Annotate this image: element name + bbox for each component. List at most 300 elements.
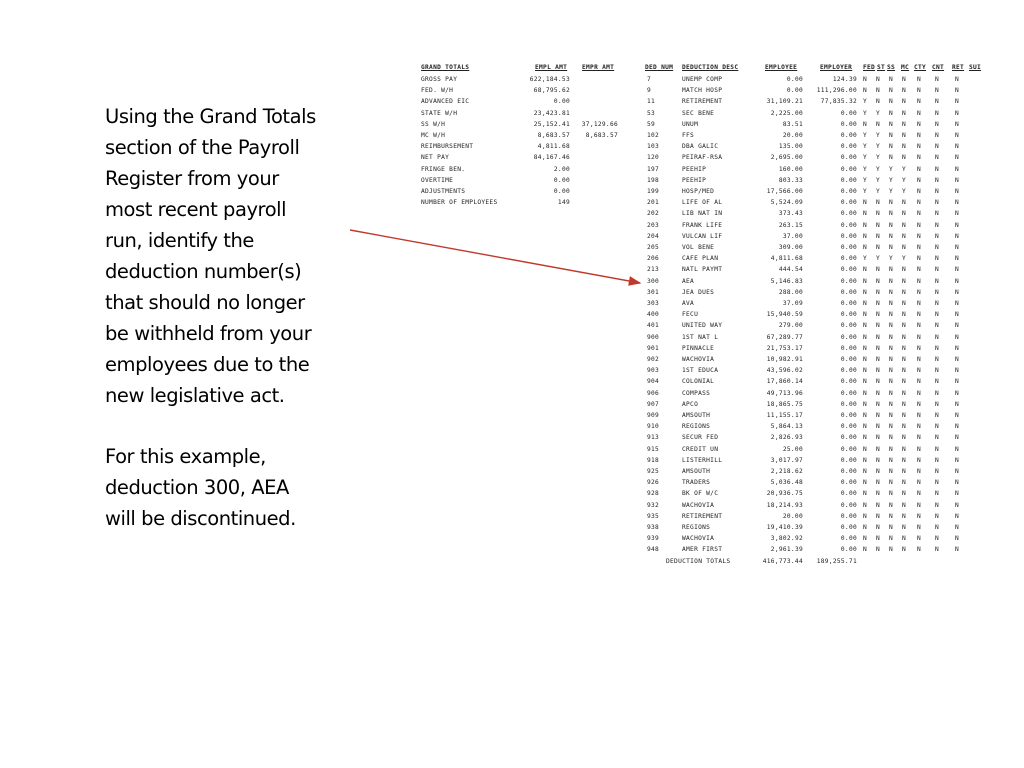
deduction-flag-st: N <box>876 490 881 498</box>
deduction-flag-mc: N <box>902 344 907 352</box>
deduction-flag-st: Y <box>876 143 881 151</box>
deduction-flag-fed: N <box>863 367 868 375</box>
deduction-flag-st: N <box>876 512 881 520</box>
deduction-flag-ss: N <box>889 221 894 229</box>
deduction-flag-st: N <box>876 546 881 554</box>
deduction-num: 925 <box>647 468 660 475</box>
deduction-flag-mc: Y <box>902 176 907 184</box>
deduction-flag-cty: N <box>917 389 922 397</box>
deduction-employer-amt: 0.00 <box>840 524 857 531</box>
grand-total-label: GROSS PAY <box>421 76 458 83</box>
deduction-flag-st: N <box>876 120 881 128</box>
deduction-flag-ss: N <box>889 490 894 498</box>
deduction-desc: DBA GALIC <box>682 143 719 151</box>
deduction-flag-cty: N <box>917 344 922 352</box>
deduction-flag-cnt: N <box>935 378 940 386</box>
deduction-flag-ret: N <box>955 120 960 128</box>
deduction-flag-cty: N <box>917 356 922 363</box>
deduction-flag-cnt: N <box>935 412 940 419</box>
deduction-flag-mc: N <box>902 288 907 296</box>
deduction-num: 301 <box>647 288 660 296</box>
deduction-header-desc: DEDUCTION DESC <box>682 64 739 71</box>
deduction-employee-amt: 135.00 <box>778 143 803 151</box>
deduction-flag-mc: N <box>902 221 907 229</box>
deduction-flag-ss: N <box>889 87 894 95</box>
deduction-employee-amt: 18,865.75 <box>766 400 803 408</box>
deduction-flag-fed: N <box>863 344 868 352</box>
deduction-flag-cnt: N <box>935 400 940 408</box>
payroll-register <box>420 60 980 570</box>
deduction-desc: RETIREMENT <box>682 98 723 106</box>
deduction-flag-ret: N <box>955 434 960 442</box>
deduction-flag-cnt: N <box>935 109 940 117</box>
deduction-flag-fed: N <box>863 468 868 475</box>
deduction-flag-st: N <box>876 232 881 240</box>
deduction-flag-ret: N <box>955 367 960 375</box>
deduction-employer-amt: 0.00 <box>840 300 857 307</box>
deduction-num: 198 <box>647 176 660 184</box>
instruction-line: deduction number(s) <box>105 260 302 283</box>
deduction-employee-amt: 15,940.59 <box>766 311 803 319</box>
deduction-flag-mc: N <box>902 490 907 498</box>
deduction-flag-mc: N <box>902 277 907 285</box>
deduction-employer-amt: 0.00 <box>840 423 857 431</box>
deduction-flag-fed: N <box>863 87 868 95</box>
deduction-employer-amt: 0.00 <box>840 367 857 375</box>
deduction-flag-ret: N <box>955 479 960 487</box>
deduction-employer-amt: 0.00 <box>840 188 857 195</box>
deduction-desc: PEEHIP <box>682 165 707 173</box>
deduction-desc: UNEMP COMP <box>682 76 723 83</box>
deduction-flag-st: N <box>876 277 881 285</box>
deduction-flag-cty: N <box>917 423 922 431</box>
deduction-flag-st: N <box>876 423 881 431</box>
deduction-employee-amt: 11,155.17 <box>766 412 803 419</box>
deduction-employee-amt: 43,596.02 <box>766 367 803 375</box>
grand-total-label: FED. W/H <box>421 87 454 95</box>
deduction-flag-cty: N <box>917 277 922 285</box>
deduction-flag-cnt: N <box>935 288 940 296</box>
deduction-desc: SEC BENE <box>682 109 715 117</box>
deduction-num: 204 <box>647 232 660 240</box>
deduction-num: 902 <box>647 356 660 363</box>
deduction-flag-fed: N <box>863 546 868 554</box>
deduction-flag-cnt: N <box>935 300 940 307</box>
deduction-desc: 1ST EDUCA <box>682 367 719 375</box>
deduction-flag-ret: N <box>955 501 960 509</box>
deduction-employer-amt: 0.00 <box>840 255 857 263</box>
deduction-num: 935 <box>647 512 660 520</box>
deduction-flag-mc: Y <box>902 188 907 195</box>
deduction-flag-ret: N <box>955 244 960 251</box>
deduction-employee-amt: 373.43 <box>778 210 803 218</box>
grand-total-empl: 23,423.81 <box>533 109 570 117</box>
deduction-flag-mc: N <box>902 76 907 83</box>
deduction-flag-st: N <box>876 479 881 487</box>
deduction-num: 300 <box>647 277 660 285</box>
deduction-employer-amt: 0.00 <box>840 434 857 442</box>
deduction-flag-st: N <box>876 468 881 475</box>
deduction-flag-cnt: N <box>935 98 940 106</box>
deduction-flag-mc: N <box>902 87 907 95</box>
deduction-desc: UNITED WAY <box>682 322 723 330</box>
deduction-flag-ss: N <box>889 322 894 330</box>
deduction-employer-amt: 0.00 <box>840 344 857 352</box>
deduction-desc: LIB NAT IN <box>682 210 723 218</box>
deduction-num: 7 <box>647 76 652 83</box>
deduction-num: 939 <box>647 535 660 543</box>
deduction-flag-mc: N <box>902 468 907 475</box>
deduction-flag-cnt: N <box>935 423 940 431</box>
deduction-flag-cty: N <box>917 176 922 184</box>
deduction-desc: AMSOUTH <box>682 468 711 475</box>
deduction-flag-st: Y <box>876 176 881 184</box>
deduction-num: 202 <box>647 210 660 218</box>
deduction-flag-st: N <box>876 356 881 363</box>
deduction-flag-st: N <box>876 445 881 453</box>
deduction-employee-amt: 4,811.68 <box>770 255 803 263</box>
deduction-num: 915 <box>647 445 660 453</box>
grand-total-empl: 4,811.68 <box>537 143 570 151</box>
deduction-num: 910 <box>647 423 660 431</box>
deduction-employee-amt: 10,982.91 <box>766 356 803 363</box>
deduction-num: 201 <box>647 199 660 207</box>
deduction-flag-cty: N <box>917 512 922 520</box>
deduction-flag-cty: N <box>917 501 922 509</box>
deduction-flag-cnt: N <box>935 210 940 218</box>
deduction-desc: FRANK LIFE <box>682 221 723 229</box>
deduction-flag-mc: N <box>902 356 907 363</box>
deduction-num: 900 <box>647 333 660 341</box>
deduction-flag-fed: Y <box>863 176 868 184</box>
deduction-flag-mc: N <box>902 400 907 408</box>
deduction-num: 948 <box>647 546 660 554</box>
deduction-header-fed: FED <box>863 64 876 71</box>
deduction-flag-fed: N <box>863 120 868 128</box>
deduction-num: 9 <box>647 87 652 95</box>
deduction-employee-amt: 2,826.93 <box>770 434 803 442</box>
deduction-num: 932 <box>647 501 660 509</box>
deduction-flag-mc: N <box>902 232 907 240</box>
deduction-flag-st: N <box>876 98 881 106</box>
deduction-flag-st: N <box>876 535 881 543</box>
deduction-flag-cnt: N <box>935 176 940 184</box>
deduction-employer-amt: 0.00 <box>840 490 857 498</box>
deduction-desc: REGIONS <box>682 423 711 431</box>
deduction-desc: PINNACLE <box>682 344 715 352</box>
deduction-flag-mc: N <box>902 199 907 207</box>
deduction-employer-amt: 0.00 <box>840 266 857 274</box>
deduction-flag-ret: N <box>955 389 960 397</box>
deduction-flag-mc: N <box>902 132 907 139</box>
deduction-desc: FFS <box>682 132 695 139</box>
deduction-flag-st: N <box>876 244 881 251</box>
instruction-line: deduction 300, AEA <box>105 476 289 499</box>
deduction-flag-cty: N <box>917 232 922 240</box>
deduction-num: 913 <box>647 434 660 442</box>
deduction-employee-amt: 31,109.21 <box>766 98 803 106</box>
deduction-employee-amt: 5,524.09 <box>770 199 803 207</box>
deduction-header-mc: MC <box>901 64 910 71</box>
deduction-flag-fed: Y <box>863 109 868 117</box>
deduction-num: 904 <box>647 378 660 386</box>
deduction-flag-st: N <box>876 524 881 531</box>
deduction-flag-cnt: N <box>935 479 940 487</box>
deduction-flag-ret: N <box>955 277 960 285</box>
deduction-flag-ss: Y <box>889 176 894 184</box>
deduction-desc: FECU <box>682 311 699 319</box>
deduction-flag-mc: N <box>902 300 907 307</box>
deduction-flag-ret: N <box>955 98 960 106</box>
deduction-flag-ret: N <box>955 76 960 83</box>
deduction-employer-amt: 0.00 <box>840 143 857 151</box>
deduction-flag-fed: N <box>863 300 868 307</box>
deduction-employee-amt: 18,214.93 <box>766 501 803 509</box>
deduction-flag-ret: N <box>955 412 960 419</box>
deduction-flag-st: N <box>876 456 881 464</box>
deduction-desc: COMPASS <box>682 389 711 397</box>
grand-total-empl: 149 <box>557 199 570 207</box>
instruction-line: that should no longer <box>105 291 305 314</box>
deduction-flag-ss: N <box>889 132 894 139</box>
deduction-flag-fed: Y <box>863 143 868 151</box>
deduction-flag-mc: N <box>902 546 907 554</box>
deduction-desc: VULCAN LIF <box>682 232 723 240</box>
deduction-flag-fed: N <box>863 266 868 274</box>
deduction-flag-cty: N <box>917 188 922 195</box>
deduction-flag-ss: Y <box>889 255 894 263</box>
deduction-employee-amt: 160.00 <box>778 165 803 173</box>
deduction-flag-mc: N <box>902 479 907 487</box>
instruction-line: Using the Grand Totals <box>105 105 316 128</box>
deduction-num: 906 <box>647 389 660 397</box>
deduction-employer-amt: 0.00 <box>840 412 857 419</box>
deduction-header-cty: CTY <box>914 64 927 71</box>
deduction-flag-cty: N <box>917 266 922 274</box>
deduction-flag-ss: N <box>889 479 894 487</box>
deduction-header-ss: SS <box>887 64 896 71</box>
deduction-desc: WACHOVIA <box>682 535 715 543</box>
deduction-flag-cnt: N <box>935 255 940 263</box>
deduction-flag-ss: N <box>889 76 894 83</box>
deduction-flag-ret: N <box>955 210 960 218</box>
deduction-flag-cty: N <box>917 412 922 419</box>
deduction-employer-amt: 0.00 <box>840 322 857 330</box>
deduction-num: 213 <box>647 266 660 274</box>
deduction-employer-amt: 0.00 <box>840 132 857 139</box>
deduction-flag-cty: N <box>917 255 922 263</box>
grand-totals-header: GRAND TOTALS <box>421 64 470 71</box>
deduction-flag-mc: Y <box>902 165 907 173</box>
deduction-flag-mc: N <box>902 244 907 251</box>
deduction-flag-cnt: N <box>935 132 940 139</box>
instruction-line: most recent payroll <box>105 198 287 221</box>
deduction-flag-ss: N <box>889 288 894 296</box>
deduction-flag-ret: N <box>955 176 960 184</box>
deduction-flag-cty: N <box>917 524 922 531</box>
deduction-flag-fed: N <box>863 333 868 341</box>
deduction-flag-cnt: N <box>935 524 940 531</box>
deduction-flag-fed: Y <box>863 188 868 195</box>
deduction-flag-cnt: N <box>935 367 940 375</box>
deduction-employer-amt: 111,296.00 <box>816 87 857 95</box>
grand-total-label: STATE W/H <box>421 109 458 117</box>
deduction-flag-fed: N <box>863 512 868 520</box>
deduction-flag-st: N <box>876 333 881 341</box>
deduction-flag-fed: Y <box>863 165 868 173</box>
deduction-desc: CAFE PLAN <box>682 255 719 263</box>
deduction-flag-cnt: N <box>935 244 940 251</box>
grand-total-label: SS W/H <box>421 120 446 128</box>
deduction-num: 909 <box>647 412 660 419</box>
deduction-flag-mc: N <box>902 109 907 117</box>
deduction-flag-cty: N <box>917 132 922 139</box>
deduction-employee-amt: 803.33 <box>778 176 803 184</box>
deduction-employer-amt: 0.00 <box>840 400 857 408</box>
deduction-desc: PEEHIP <box>682 176 707 184</box>
deduction-employer-amt: 0.00 <box>840 165 857 173</box>
deduction-flag-mc: N <box>902 434 907 442</box>
deduction-desc: TRADERS <box>682 479 711 487</box>
deduction-flag-cty: N <box>917 333 922 341</box>
deduction-flag-cty: N <box>917 300 922 307</box>
deduction-flag-cnt: N <box>935 199 940 207</box>
deduction-flag-ss: Y <box>889 188 894 195</box>
deduction-employee-amt: 49,713.96 <box>766 389 803 397</box>
deduction-flag-ret: N <box>955 87 960 95</box>
deduction-desc: MATCH HOSP <box>682 87 723 95</box>
deduction-num: 303 <box>647 300 660 307</box>
deduction-flag-st: N <box>876 400 881 408</box>
deduction-flag-ret: N <box>955 300 960 307</box>
deduction-flag-st: N <box>876 311 881 319</box>
deduction-flag-cnt: N <box>935 221 940 229</box>
deduction-employee-amt: 5,146.83 <box>770 277 803 285</box>
deduction-flag-cnt: N <box>935 535 940 543</box>
deduction-flag-fed: N <box>863 389 868 397</box>
deduction-flag-mc: N <box>902 456 907 464</box>
deduction-flag-cnt: N <box>935 333 940 341</box>
deduction-desc: AVA <box>682 300 695 307</box>
deduction-flag-cnt: N <box>935 389 940 397</box>
deduction-flag-fed: N <box>863 199 868 207</box>
deduction-flag-ss: N <box>889 423 894 431</box>
deduction-flag-ss: N <box>889 412 894 419</box>
deduction-flag-ret: N <box>955 154 960 162</box>
deduction-flag-mc: N <box>902 154 907 162</box>
deduction-flag-cty: N <box>917 456 922 464</box>
deduction-flag-ret: N <box>955 535 960 543</box>
deduction-flag-fed: N <box>863 490 868 498</box>
deduction-flag-cty: N <box>917 434 922 442</box>
deduction-flag-cty: N <box>917 468 922 475</box>
deduction-flag-cty: N <box>917 109 922 117</box>
deduction-flag-mc: N <box>902 266 907 274</box>
deduction-flag-cnt: N <box>935 188 940 195</box>
deduction-num: 53 <box>647 109 656 117</box>
grand-total-label: ADVANCED EIC <box>421 98 470 106</box>
deduction-flag-mc: N <box>902 311 907 319</box>
deduction-flag-cty: N <box>917 322 922 330</box>
deduction-header-ret: RET <box>952 64 965 71</box>
deduction-employer-amt: 0.00 <box>840 501 857 509</box>
deduction-desc: APCO <box>682 400 699 408</box>
deduction-flag-ret: N <box>955 512 960 520</box>
deduction-flag-cty: N <box>917 199 922 207</box>
deduction-flag-st: N <box>876 389 881 397</box>
deduction-flag-st: N <box>876 76 881 83</box>
deduction-flag-fed: N <box>863 311 868 319</box>
deduction-flag-ss: N <box>889 98 894 106</box>
deduction-flag-ret: N <box>955 311 960 319</box>
deduction-flag-cnt: N <box>935 277 940 285</box>
deduction-flag-cnt: N <box>935 490 940 498</box>
deduction-flag-ss: N <box>889 311 894 319</box>
deduction-employee-amt: 83.51 <box>782 120 803 128</box>
deduction-totals-employer: 189,255.71 <box>816 557 857 565</box>
deduction-flag-st: N <box>876 344 881 352</box>
deduction-flag-st: N <box>876 300 881 307</box>
deduction-flag-cnt: N <box>935 87 940 95</box>
deduction-flag-ss: N <box>889 300 894 307</box>
deduction-employer-amt: 0.00 <box>840 512 857 520</box>
instruction-line: new legislative act. <box>105 384 285 407</box>
deduction-num: 401 <box>647 322 660 330</box>
deduction-employee-amt: 20.00 <box>782 132 803 139</box>
grand-total-label: NET PAY <box>421 154 450 162</box>
deduction-flag-ss: N <box>889 199 894 207</box>
deduction-flag-ss: N <box>889 120 894 128</box>
deduction-num: 903 <box>647 367 660 375</box>
deduction-flag-st: N <box>876 199 881 207</box>
deduction-desc: NATL PAYMT <box>682 266 723 274</box>
deduction-flag-st: Y <box>876 255 881 263</box>
deduction-flag-fed: N <box>863 210 868 218</box>
deduction-flag-cnt: N <box>935 434 940 442</box>
deduction-flag-fed: Y <box>863 154 868 162</box>
deduction-employee-amt: 0.00 <box>786 87 803 95</box>
deduction-flag-st: Y <box>876 109 881 117</box>
deduction-flag-ret: N <box>955 356 960 363</box>
instruction-line: run, identify the <box>105 229 254 252</box>
grand-total-empl: 0.00 <box>553 176 570 184</box>
deduction-flag-cnt: N <box>935 311 940 319</box>
deduction-desc: CREDIT UN <box>682 445 719 453</box>
deduction-flag-fed: N <box>863 232 868 240</box>
deduction-flag-cty: N <box>917 479 922 487</box>
deduction-flag-fed: N <box>863 524 868 531</box>
deduction-employer-amt: 0.00 <box>840 176 857 184</box>
deduction-flag-st: Y <box>876 132 881 139</box>
deduction-employee-amt: 0.00 <box>786 76 803 83</box>
deduction-flag-mc: N <box>902 120 907 128</box>
deduction-flag-cty: N <box>917 244 922 251</box>
deduction-employee-amt: 279.00 <box>778 322 803 330</box>
deduction-employee-amt: 263.15 <box>778 221 803 229</box>
grand-total-empr: 37,129.66 <box>581 120 618 128</box>
deduction-employee-amt: 37.09 <box>782 300 803 307</box>
deduction-flag-fed: N <box>863 479 868 487</box>
deduction-flag-cnt: N <box>935 266 940 274</box>
deduction-num: 203 <box>647 221 660 229</box>
deduction-flag-mc: N <box>902 367 907 375</box>
deduction-desc: REGIONS <box>682 524 711 531</box>
grand-total-label: REIMBURSEMENT <box>421 143 474 151</box>
deduction-num: 938 <box>647 524 660 531</box>
deduction-employee-amt: 20,936.75 <box>766 490 803 498</box>
deduction-flag-ss: N <box>889 501 894 509</box>
deduction-employer-amt: 0.00 <box>840 210 857 218</box>
